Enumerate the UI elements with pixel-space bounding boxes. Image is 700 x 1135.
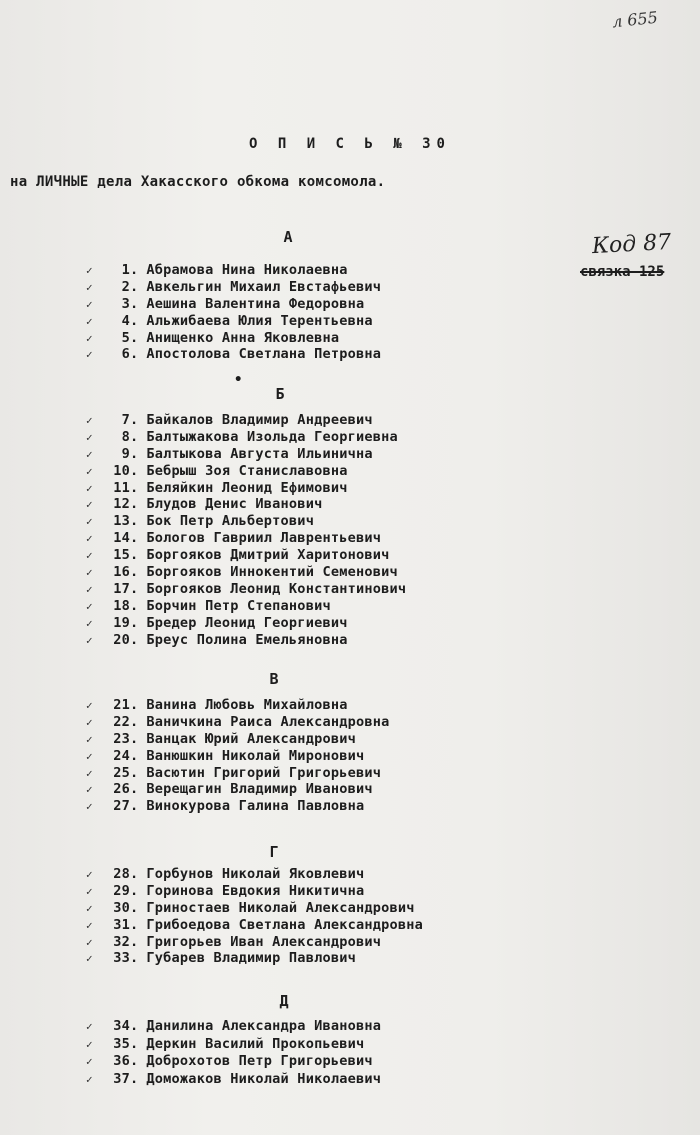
list-item: ✓ 6. Апостолова Светлана Петровна xyxy=(86,346,382,363)
check-mark-icon: ✓ xyxy=(86,901,93,915)
list-item: ✓ 26. Верещагин Владимир Иванович xyxy=(86,781,373,798)
section-letter-a: А xyxy=(283,228,293,246)
check-mark-icon: ✓ xyxy=(86,599,93,613)
check-mark-icon: ✓ xyxy=(86,749,93,763)
stray-ink-dot: • xyxy=(234,372,243,388)
list-item: ✓ 37. Доможаков Николай Николаевич xyxy=(86,1070,382,1087)
check-mark-icon: ✓ xyxy=(86,498,93,512)
list-item: ✓ 1. Абрамова Нина Николаевна xyxy=(86,262,348,278)
section-letter-g: Г xyxy=(269,843,279,861)
check-mark-icon: ✓ xyxy=(86,515,93,529)
section-list-a xyxy=(86,262,381,363)
list-item: ✓ 13. Бок Петр Альбертович xyxy=(86,513,315,530)
list-item: ✓ 33. Губарев Владимир Павлович xyxy=(86,950,356,967)
list-item: ✓ 25. Васютин Григорий Григорьевич xyxy=(86,764,382,781)
list-item: ✓ 36. Доброхотов Петр Григорьевич xyxy=(86,1053,373,1069)
section-list-v xyxy=(86,697,390,815)
list-item: ✓ 15. Боргояков Дмитрий Харитонович xyxy=(86,547,390,564)
check-mark-icon: ✓ xyxy=(86,783,93,797)
check-mark-icon: ✓ xyxy=(86,732,93,746)
check-mark-icon: ✓ xyxy=(86,1072,93,1086)
check-mark-icon: ✓ xyxy=(86,884,93,898)
list-item: ✓ 18. Борчин Петр Степанович xyxy=(86,597,331,614)
check-mark-icon: ✓ xyxy=(86,1020,93,1033)
check-mark-icon: ✓ xyxy=(86,715,93,729)
list-item: ✓ 17. Боргояков Леонид Константинович xyxy=(86,580,407,597)
check-mark-icon: ✓ xyxy=(86,766,93,780)
check-mark-icon: ✓ xyxy=(86,264,93,277)
list-item: ✓ 20. Бреус Полина Емельяновна xyxy=(86,631,348,648)
check-mark-icon: ✓ xyxy=(86,297,93,311)
check-mark-icon: ✓ xyxy=(86,414,93,427)
section-letter-b: Б xyxy=(275,385,285,403)
check-mark-icon: ✓ xyxy=(86,331,93,345)
section-letter-v: В xyxy=(269,670,279,688)
check-mark-icon: ✓ xyxy=(86,800,93,814)
list-item: ✓ 29. Горинова Евдокия Никитична xyxy=(86,882,365,899)
list-item: ✓ 34. Данилина Александра Ивановна xyxy=(86,1018,382,1034)
check-mark-icon: ✓ xyxy=(86,348,93,362)
list-item: ✓ 10. Бебрыш Зоя Станиславовна xyxy=(86,462,348,479)
check-mark-icon: ✓ xyxy=(86,616,93,630)
list-item: ✓ 28. Горбунов Николай Яковлевич xyxy=(86,866,365,882)
check-mark-icon: ✓ xyxy=(86,699,93,712)
corner-note: л 655 xyxy=(611,7,659,32)
check-mark-icon: ✓ xyxy=(86,430,93,444)
list-item: ✓ 27. Винокурова Галина Павловна xyxy=(86,798,365,815)
list-item: ✓ 9. Балтыкова Августа Ильинична xyxy=(86,445,373,462)
check-mark-icon: ✓ xyxy=(86,935,93,949)
check-mark-icon: ✓ xyxy=(86,549,93,563)
list-item: ✓ 21. Ванина Любовь Михайловна xyxy=(86,697,348,713)
handwritten-code: Код 87 xyxy=(591,229,672,260)
section-list-d xyxy=(86,1018,381,1088)
check-mark-icon: ✓ xyxy=(86,447,93,461)
check-mark-icon: ✓ xyxy=(86,633,93,647)
check-mark-icon: ✓ xyxy=(86,952,93,966)
list-item: ✓ 2. Авкельгин Михаил Евстафьевич xyxy=(86,278,382,295)
check-mark-icon: ✓ xyxy=(86,1037,93,1051)
list-item: ✓ 12. Блудов Денис Иванович xyxy=(86,496,323,513)
check-mark-icon: ✓ xyxy=(86,464,93,478)
struck-bundle-number: связка 125 xyxy=(580,264,665,280)
check-mark-icon: ✓ xyxy=(86,1055,93,1068)
page-subtitle: на ЛИЧНЫЕ дела Хакасского обкома комсомола. xyxy=(10,174,386,190)
check-mark-icon: ✓ xyxy=(86,532,93,546)
check-mark-icon: ✓ xyxy=(86,280,93,294)
check-mark-icon: ✓ xyxy=(86,566,93,580)
list-item: ✓ 7. Байкалов Владимир Андреевич xyxy=(86,412,373,428)
check-mark-icon: ✓ xyxy=(86,582,93,596)
list-item: ✓ 31. Грибоедова Светлана Александровна xyxy=(86,916,424,933)
check-mark-icon: ✓ xyxy=(86,868,93,881)
list-item: ✓ 23. Ванцак Юрий Александрович xyxy=(86,730,356,747)
section-list-g xyxy=(86,866,423,967)
section-letter-d: Д xyxy=(279,992,289,1010)
list-item: ✓ 30. Гриностаев Николай Александрович xyxy=(86,899,415,916)
list-item: ✓ 8. Балтыжакова Изольда Георгиевна xyxy=(86,428,398,445)
check-mark-icon: ✓ xyxy=(86,918,93,932)
list-item: ✓ 22. Ваничкина Раиса Александровна xyxy=(86,713,390,730)
section-list-b xyxy=(86,412,406,648)
list-item: ✓ 3. Аешина Валентина Федоровна xyxy=(86,295,365,312)
check-mark-icon: ✓ xyxy=(86,314,93,328)
check-mark-icon: ✓ xyxy=(86,481,93,495)
list-item: ✓ 4. Альжибаева Юлия Терентьевна xyxy=(86,312,373,329)
list-item: ✓ 14. Бологов Гавриил Лаврентьевич xyxy=(86,530,382,547)
list-item: ✓ 24. Ванюшкин Николай Миронович xyxy=(86,747,365,764)
page-title: О П И С Ь № 30 xyxy=(248,136,451,152)
list-item: ✓ 11. Беляйкин Леонид Ефимович xyxy=(86,479,348,496)
list-item: ✓ 32. Григорьев Иван Александрович xyxy=(86,933,382,950)
list-item: ✓ 5. Анищенко Анна Яковлевна xyxy=(86,329,340,346)
list-item: ✓ 16. Боргояков Иннокентий Семенович xyxy=(86,564,398,581)
list-item: ✓ 35. Деркин Василий Прокопьевич xyxy=(86,1035,365,1052)
list-item: ✓ 19. Бредер Леонид Георгиевич xyxy=(86,614,348,631)
